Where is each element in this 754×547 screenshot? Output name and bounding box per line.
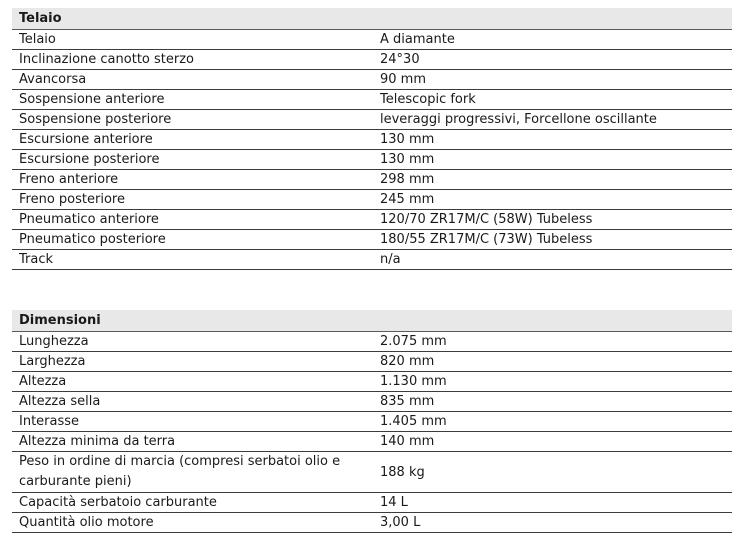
row-value: 835 mm bbox=[373, 392, 732, 412]
row-label: Sospensione posteriore bbox=[12, 110, 373, 130]
row-label: Interasse bbox=[12, 412, 373, 432]
table-row bbox=[12, 70, 732, 90]
row-label: Avancorsa bbox=[12, 70, 373, 90]
section-spacer bbox=[12, 270, 732, 310]
row-value: 1.405 mm bbox=[373, 412, 732, 432]
row-label: Pneumatico posteriore bbox=[12, 230, 373, 250]
spec-sheet bbox=[12, 8, 732, 533]
row-label: Lunghezza bbox=[12, 332, 373, 352]
row-value: 120/70 ZR17M/C (58W) Tubeless bbox=[373, 210, 732, 230]
row-label: Altezza sella bbox=[12, 392, 373, 412]
row-label: Inclinazione canotto sterzo bbox=[12, 50, 373, 70]
row-value: 180/55 ZR17M/C (73W) Tubeless bbox=[373, 230, 732, 250]
row-value: 24°30 bbox=[373, 50, 732, 70]
row-label: Freno anteriore bbox=[12, 170, 373, 190]
table-row bbox=[12, 130, 732, 150]
row-label: Larghezza bbox=[12, 352, 373, 372]
table-row bbox=[12, 513, 732, 533]
table-row bbox=[12, 352, 732, 372]
row-value: 298 mm bbox=[373, 170, 732, 190]
table-row bbox=[12, 332, 732, 352]
row-value: Telescopic fork bbox=[373, 90, 732, 110]
row-label: Quantità olio motore bbox=[12, 513, 373, 533]
row-value: 2.075 mm bbox=[373, 332, 732, 352]
row-label: Escursione anteriore bbox=[12, 130, 373, 150]
table-row bbox=[12, 210, 732, 230]
row-label: Escursione posteriore bbox=[12, 150, 373, 170]
row-value: leveraggi progressivi, Forcellone oscillante bbox=[373, 110, 732, 130]
table-row bbox=[12, 392, 732, 412]
row-label: Peso in ordine di marcia (compresi serbatoi olio e carburante pieni) bbox=[12, 452, 373, 493]
row-value: 140 mm bbox=[373, 432, 732, 452]
row-label: Pneumatico anteriore bbox=[12, 210, 373, 230]
row-label: Telaio bbox=[12, 30, 373, 50]
table-row bbox=[12, 150, 732, 170]
row-value: A diamante bbox=[373, 30, 732, 50]
table-row bbox=[12, 230, 732, 250]
row-label: Freno posteriore bbox=[12, 190, 373, 210]
row-value: 130 mm bbox=[373, 150, 732, 170]
table-row bbox=[12, 493, 732, 513]
table-row bbox=[12, 170, 732, 190]
section-title: Dimensioni bbox=[12, 310, 732, 332]
table-row bbox=[12, 50, 732, 70]
dimensioni-table bbox=[12, 310, 732, 533]
table-row bbox=[12, 30, 732, 50]
table-row bbox=[12, 190, 732, 210]
table-row bbox=[12, 452, 732, 493]
row-value: 14 L bbox=[373, 493, 732, 513]
table-row bbox=[12, 412, 732, 432]
row-label: Sospensione anteriore bbox=[12, 90, 373, 110]
row-value: 3,00 L bbox=[373, 513, 732, 533]
row-label: Track bbox=[12, 250, 373, 270]
table-row bbox=[12, 432, 732, 452]
row-value: 1.130 mm bbox=[373, 372, 732, 392]
section-header-row bbox=[12, 310, 732, 332]
row-label: Altezza bbox=[12, 372, 373, 392]
table-row bbox=[12, 372, 732, 392]
row-value: 90 mm bbox=[373, 70, 732, 90]
table-row bbox=[12, 90, 732, 110]
table-row bbox=[12, 110, 732, 130]
row-label: Capacità serbatoio carburante bbox=[12, 493, 373, 513]
table-row bbox=[12, 250, 732, 270]
section-header-row bbox=[12, 8, 732, 30]
row-value: 188 kg bbox=[373, 452, 732, 493]
telaio-table bbox=[12, 8, 732, 270]
row-value: 820 mm bbox=[373, 352, 732, 372]
row-value: 245 mm bbox=[373, 190, 732, 210]
row-value: 130 mm bbox=[373, 130, 732, 150]
row-label: Altezza minima da terra bbox=[12, 432, 373, 452]
section-title: Telaio bbox=[12, 8, 732, 30]
row-value: n/a bbox=[373, 250, 732, 270]
